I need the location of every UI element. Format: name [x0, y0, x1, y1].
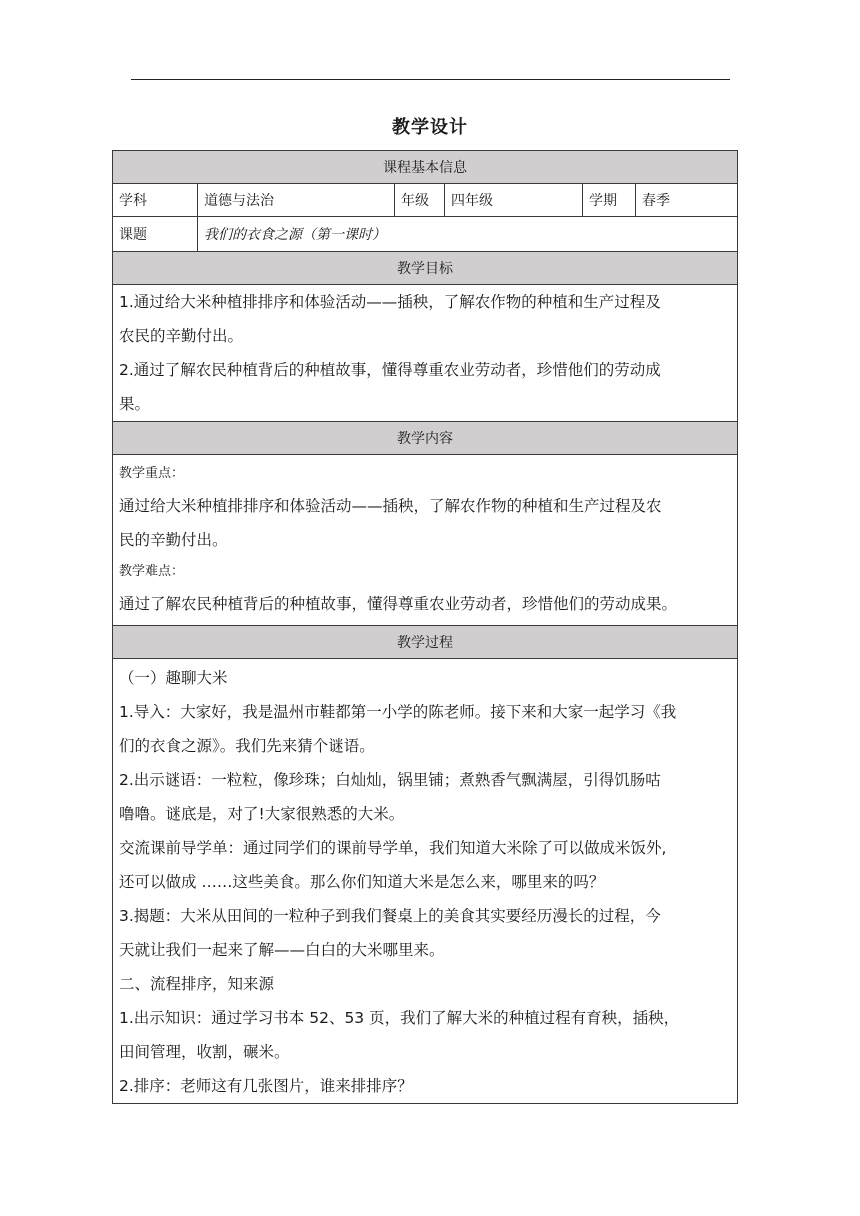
topic-label: 课题 [113, 217, 198, 252]
term-value: 春季 [636, 184, 738, 217]
process-line: （一）趣聊大米 [119, 669, 228, 687]
grade-value: 四年级 [445, 184, 583, 217]
subject-value: 道德与法治 [198, 184, 395, 217]
subject-label: 学科 [113, 184, 198, 217]
term-label: 学期 [583, 184, 636, 217]
basic-info-header-row [113, 151, 738, 184]
process-line: 还可以做成 ……这些美食。那么你们知道大米是怎么来，哪里来的吗？ [119, 873, 605, 891]
process-line: 们的衣食之源》。我们先来猜个谜语。 [119, 737, 375, 755]
content-header-row [113, 422, 738, 455]
basic-info-section-title: 课程基本信息 [113, 151, 738, 184]
process-line: 3.揭题：大米从田间的一粒种子到我们餐桌上的美食其实要经历漫长的过程，今 [119, 907, 661, 925]
topic-row [113, 217, 738, 252]
process-line: 1.出示知识：通过学习书本 52、53 页，我们了解大米的种植过程有育秧，插秧， [119, 1009, 680, 1027]
objective-line: 1.通过给大米种植排排序和体验活动——插秧，了解农作物的种植和生产过程及 [119, 293, 661, 311]
topic-value: 我们的衣食之源（第一课时） [198, 217, 738, 252]
difficult-points-label: 教学难点： [119, 564, 185, 579]
process-line: 2.出示谜语：一粒粒，像珍珠；白灿灿，锅里铺；煮熟香气飘满屋，引得饥肠咕 [119, 771, 661, 789]
content-cell [113, 455, 738, 626]
header-rule [131, 79, 730, 80]
process-line: 田间管理，收割，碾米。 [119, 1043, 290, 1061]
process-line: 噜噜。谜底是，对了!大家很熟悉的大米。 [119, 805, 405, 823]
objective-line: 2.通过了解农民种植背后的种植故事，懂得尊重农业劳动者，珍惜他们的劳动成 [119, 361, 661, 379]
objectives-cell [113, 285, 738, 422]
content-body-row [113, 455, 738, 626]
difficult-point-line: 通过了解农民种植背后的种植故事，懂得尊重农业劳动者，珍惜他们的劳动成果。 [119, 595, 678, 613]
content-section-title: 教学内容 [113, 422, 738, 455]
objective-line: 农民的辛勤付出。 [119, 327, 244, 345]
process-body-row [113, 659, 738, 1104]
process-line: 2.排序：老师这有几张图片，谁来排排序？ [119, 1077, 413, 1095]
key-point-line: 民的辛勤付出。 [119, 531, 228, 549]
objectives-section-title: 教学目标 [113, 252, 738, 285]
process-line: 1.导入：大家好，我是温州市鞋都第一小学的陈老师。接下来和大家一起学习《我 [119, 703, 677, 721]
document-title: 教学设计 [392, 117, 468, 138]
process-line: 交流课前导学单：通过同学们的课前导学单，我们知道大米除了可以做成米饭外, [119, 839, 667, 857]
objectives-header-row [113, 252, 738, 285]
process-header-row [113, 626, 738, 659]
lesson-plan-table [112, 150, 738, 1104]
key-point-line: 通过给大米种植排排序和体验活动——插秧，了解农作物的种植和生产过程及农 [119, 497, 662, 515]
process-line: 二、流程排序，知来源 [119, 975, 275, 993]
objectives-body-row [113, 285, 738, 422]
process-cell [113, 659, 738, 1104]
key-points-label: 教学重点： [119, 466, 185, 481]
process-line: 天就让我们一起来了解——白白的大米哪里来。 [119, 941, 445, 959]
process-section-title: 教学过程 [113, 626, 738, 659]
subject-row [113, 184, 738, 217]
grade-label: 年级 [395, 184, 445, 217]
objective-line: 果。 [119, 395, 151, 413]
